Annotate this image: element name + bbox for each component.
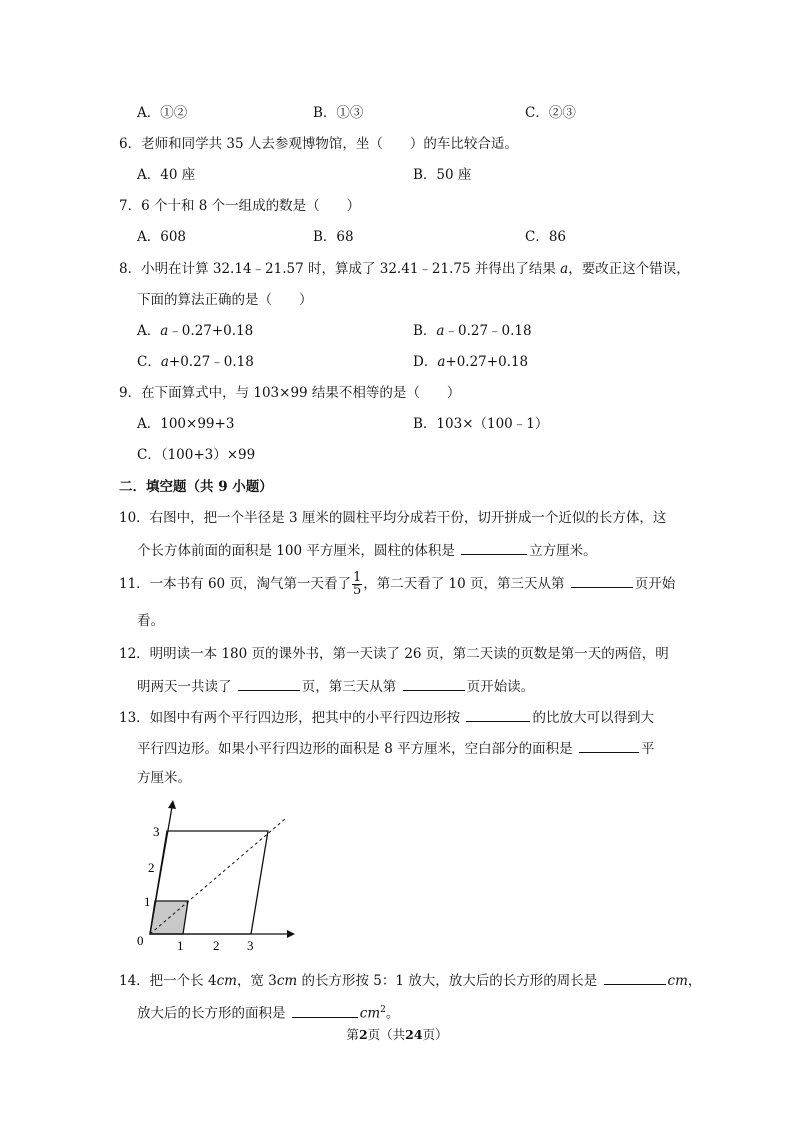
q14-superscript: 2 [380, 1005, 386, 1015]
question-10-line-2 [137, 540, 597, 560]
q8-option-d [413, 353, 528, 371]
question-13-line-3: 方厘米。 [137, 770, 191, 786]
q8-text-pre: 8．小明在计算 32.14﹣21.57 时，算成了 32.41﹣21.75 并得出了结果 [119, 261, 561, 277]
q8-option-d-label: D． [413, 354, 438, 370]
question-11-line-2: 看。 [137, 613, 164, 629]
q14-unit-1: cm [216, 973, 237, 989]
footer-post: 页） [422, 1027, 448, 1042]
q11-fraction-denominator: 5 [352, 583, 362, 598]
q6-option-a: A．40 座 [137, 167, 196, 183]
y-tick-1: 1 [144, 894, 151, 909]
section-2-heading: 二．填空题（共 9 小题） [119, 479, 273, 495]
q12-answer-blank-1[interactable] [238, 676, 300, 691]
q14-unit-2: cm [276, 973, 298, 989]
q8-text-post: ，要改正这个错误， [568, 261, 690, 277]
x-tick-1: 1 [177, 938, 184, 953]
q11-answer-blank[interactable] [571, 573, 633, 588]
q8-option-b-rest: ﹣0.27﹣0.18 [444, 323, 532, 339]
x-tick-3: 3 [247, 938, 254, 953]
parallelogram-figure [135, 795, 300, 955]
question-11-line-1 [119, 570, 675, 598]
q12-text-post: 页开始读。 [466, 679, 535, 695]
q5-option-b: B．①③ [313, 105, 364, 121]
q14-answer-blank-2[interactable] [292, 1003, 358, 1018]
q7-option-b: B．68 [313, 229, 354, 245]
question-14-line-2 [137, 1001, 399, 1023]
q14-text-mid2: 的长方形按 5：1 放大，放大后的长方形的周长是 [297, 973, 602, 989]
q8-option-b [413, 322, 532, 340]
q13-line2-pre: 平行四边形。如果小平行四边形的面积是 8 平方厘米，空白部分的面积是 [137, 741, 577, 757]
q11-text-pre: 11．一本书有 60 页，淘气第一天看了 [119, 576, 351, 592]
q11-fraction [352, 572, 362, 597]
x-axis-arrow [287, 930, 295, 938]
footer-page-number: 2 [358, 1027, 368, 1042]
q13-answer-blank-2[interactable] [579, 738, 639, 753]
question-12-line-1: 12．明明读一本 180 页的课外书，第一天读了 26 页，第二天读的页数是第一天的两倍，明 [119, 646, 669, 662]
question-13-line-2 [137, 738, 654, 758]
y-tick-2: 2 [148, 860, 155, 875]
q13-text-pre: 13．如图中有两个平行四边形，把其中的小平行四边形按 [119, 710, 465, 726]
q14-unit-3: cm [667, 973, 688, 989]
q13-answer-blank-1[interactable] [466, 707, 530, 722]
x-tick-2: 2 [213, 938, 220, 953]
q7-option-a: A．608 [137, 229, 187, 245]
q10-answer-blank[interactable] [461, 540, 527, 555]
dashed-diagonal [150, 819, 285, 934]
q8-option-c [137, 353, 254, 371]
q14-line2-pre: 放大后的长方形的面积是 [137, 1005, 290, 1022]
q8-option-a-var: a [160, 323, 169, 339]
question-13-line-1 [119, 707, 654, 727]
footer-mid: 页（共 [367, 1027, 406, 1042]
y-axis-arrow [168, 800, 176, 809]
q11-fraction-numerator: 1 [352, 570, 362, 585]
q12-text-pre: 明两天一共读了 [137, 679, 236, 695]
q8-option-c-rest: +0.27﹣0.18 [168, 354, 254, 370]
q12-answer-blank-2[interactable] [403, 676, 465, 691]
q14-unit-4: cm [359, 1005, 381, 1022]
q11-text-mid: ，第二天看了 10 页，第三天从第 [363, 576, 569, 592]
question-12-line-2 [137, 676, 534, 696]
q6-option-b: B．50 座 [413, 167, 472, 183]
q11-text-post: 页开始 [634, 576, 676, 592]
q8-option-b-label: B． [413, 323, 437, 339]
q14-text-end: ， [687, 973, 702, 989]
question-10-line-1: 10．右图中，把一个半径是 3 厘米的圆柱平均分成若干份，切开拼成一个近似的长方体，这 [119, 510, 667, 526]
q14-line2-end: 。 [385, 1005, 400, 1022]
question-8-line-2: 下面的算法正确的是（ ） [137, 292, 313, 308]
q5-option-c: C．②③ [525, 105, 576, 121]
q9-option-b: B．103×（100﹣1） [413, 416, 549, 432]
q5-option-a: A．①② [137, 105, 188, 121]
q13-text-post: 的比放大可以得到大 [532, 710, 654, 726]
question-14-line-1 [119, 970, 701, 990]
page-footer [0, 1025, 794, 1043]
q9-option-c: C．（100+3）×99 [137, 447, 256, 463]
q8-option-d-rest: +0.27+0.18 [445, 354, 529, 370]
q8-option-a [137, 322, 253, 340]
q14-answer-blank-1[interactable] [604, 970, 666, 985]
origin-label: 0 [137, 933, 144, 948]
y-tick-3: 3 [153, 824, 160, 839]
question-7: 7．6 个十和 8 个一组成的数是（ ） [119, 198, 361, 214]
q8-option-a-rest: ﹣0.27+0.18 [168, 323, 254, 339]
q8-option-a-label: A． [137, 323, 161, 339]
q9-option-a: A．100×99+3 [137, 416, 235, 432]
footer-total-pages: 24 [405, 1027, 423, 1042]
q8-variable: a [560, 261, 569, 277]
footer-pre: 第 [346, 1027, 359, 1042]
q8-option-b-var: a [436, 323, 445, 339]
question-6: 6．老师和同学共 35 人去参观博物馆，坐（ ）的车比较合适。 [119, 136, 518, 152]
q8-option-d-var: a [437, 354, 446, 370]
question-8-line-1 [119, 260, 690, 278]
q8-option-c-var: a [160, 354, 169, 370]
q10-text-post: 立方厘米。 [529, 543, 597, 559]
q7-option-c: C．86 [525, 229, 567, 245]
q14-text-pre: 14．把一个长 4 [119, 973, 217, 989]
q8-option-c-label: C． [137, 354, 161, 370]
q14-text-mid: ，宽 3 [236, 973, 277, 989]
question-9: 9．在下面算式中，与 103×99 结果不相等的是（ ） [119, 385, 461, 401]
q13-line2-post: 平 [640, 741, 655, 757]
q10-text-pre: 个长方体前面的面积是 100 平方厘米，圆柱的体积是 [137, 543, 460, 559]
q12-text-mid: 页，第三天从第 [301, 679, 401, 695]
